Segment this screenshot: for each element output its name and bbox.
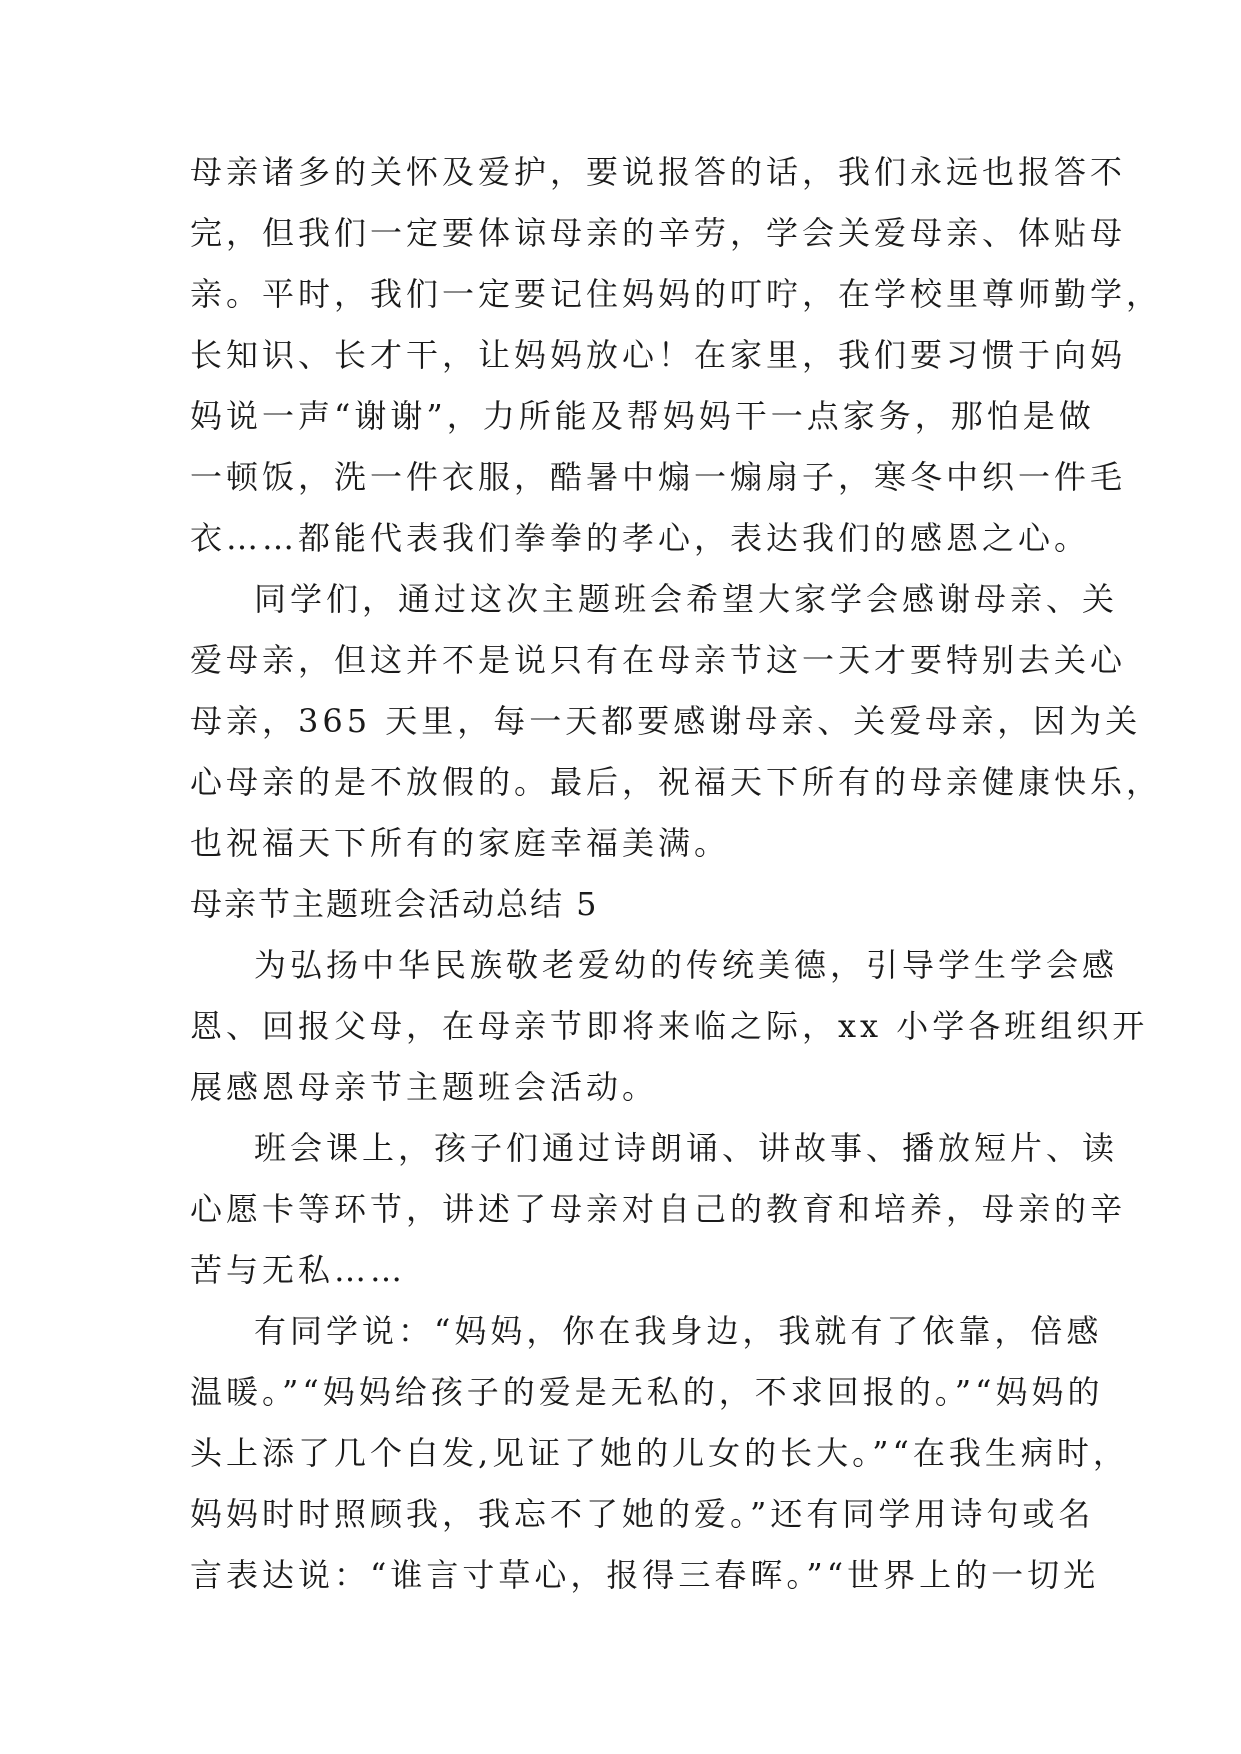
paragraph-line: 为弘扬中华民族敬老爱幼的传统美德，引导学生学会感 [254, 946, 1119, 984]
paragraph-line: 衣……都能代表我们拳拳的孝心，表达我们的感恩之心。 [190, 519, 1091, 557]
paragraph-line: 同学们，通过这次主题班会希望大家学会感谢母亲、关 [254, 580, 1119, 618]
section-heading: 母亲节主题班会活动总结 5 [190, 885, 599, 923]
paragraph-line: 母亲，365 天里，每一天都要感谢母亲、关爱母亲，因为关 [190, 702, 1142, 740]
paragraph-line: 苦与无私…… [190, 1251, 407, 1289]
paragraph-line: 心愿卡等环节，讲述了母亲对自己的教育和培养，母亲的辛 [190, 1190, 1127, 1228]
paragraph-line: 妈说一声“谢谢”，力所能及帮妈妈干一点家务，那怕是做 [190, 397, 1095, 435]
paragraph-line: 心母亲的是不放假的。最后，祝福天下所有的母亲健康快乐， [190, 763, 1163, 801]
paragraph-line: 母亲诸多的关怀及爱护，要说报答的话，我们永远也报答不 [190, 153, 1127, 191]
document-body [190, 142, 1163, 1606]
paragraph-line: 恩、回报父母，在母亲节即将来临之际，xx 小学各班组织开 [190, 1007, 1149, 1045]
paragraph-line: 头上添了几个白发,见证了她的儿女的长大。”“在我生病时， [190, 1434, 1129, 1472]
paragraph-line: 一顿饭，洗一件衣服，酷暑中煽一煽扇子，寒冬中织一件毛 [190, 458, 1127, 496]
paragraph-line: 长知识、长才干，让妈妈放心！在家里，我们要习惯于向妈 [190, 336, 1127, 374]
paragraph-line: 完，但我们一定要体谅母亲的辛劳，学会关爱母亲、体贴母 [190, 214, 1127, 252]
paragraph-line: 爱母亲，但这并不是说只有在母亲节这一天才要特别去关心 [190, 641, 1127, 679]
paragraph-line: 展感恩母亲节主题班会活动。 [190, 1068, 659, 1106]
paragraph-line: 亲。平时，我们一定要记住妈妈的叮咛，在学校里尊师勤学， [190, 275, 1163, 313]
paragraph-line: 言表达说：“谁言寸草心，报得三春晖。”“世界上的一切光 [190, 1556, 1100, 1594]
paragraph-line: 也祝福天下所有的家庭幸福美满。 [190, 824, 731, 862]
paragraph-line: 温暖。”“妈妈给孩子的爱是无私的，不求回报的。”“妈妈的 [190, 1373, 1104, 1411]
paragraph-line: 班会课上，孩子们通过诗朗诵、讲故事、播放短片、读 [254, 1129, 1119, 1167]
paragraph-line: 妈妈时时照顾我，我忘不了她的爱。”还有同学用诗句或名 [190, 1495, 1095, 1533]
paragraph-line: 有同学说：“妈妈，你在我身边，我就有了依靠，倍感 [254, 1312, 1103, 1350]
